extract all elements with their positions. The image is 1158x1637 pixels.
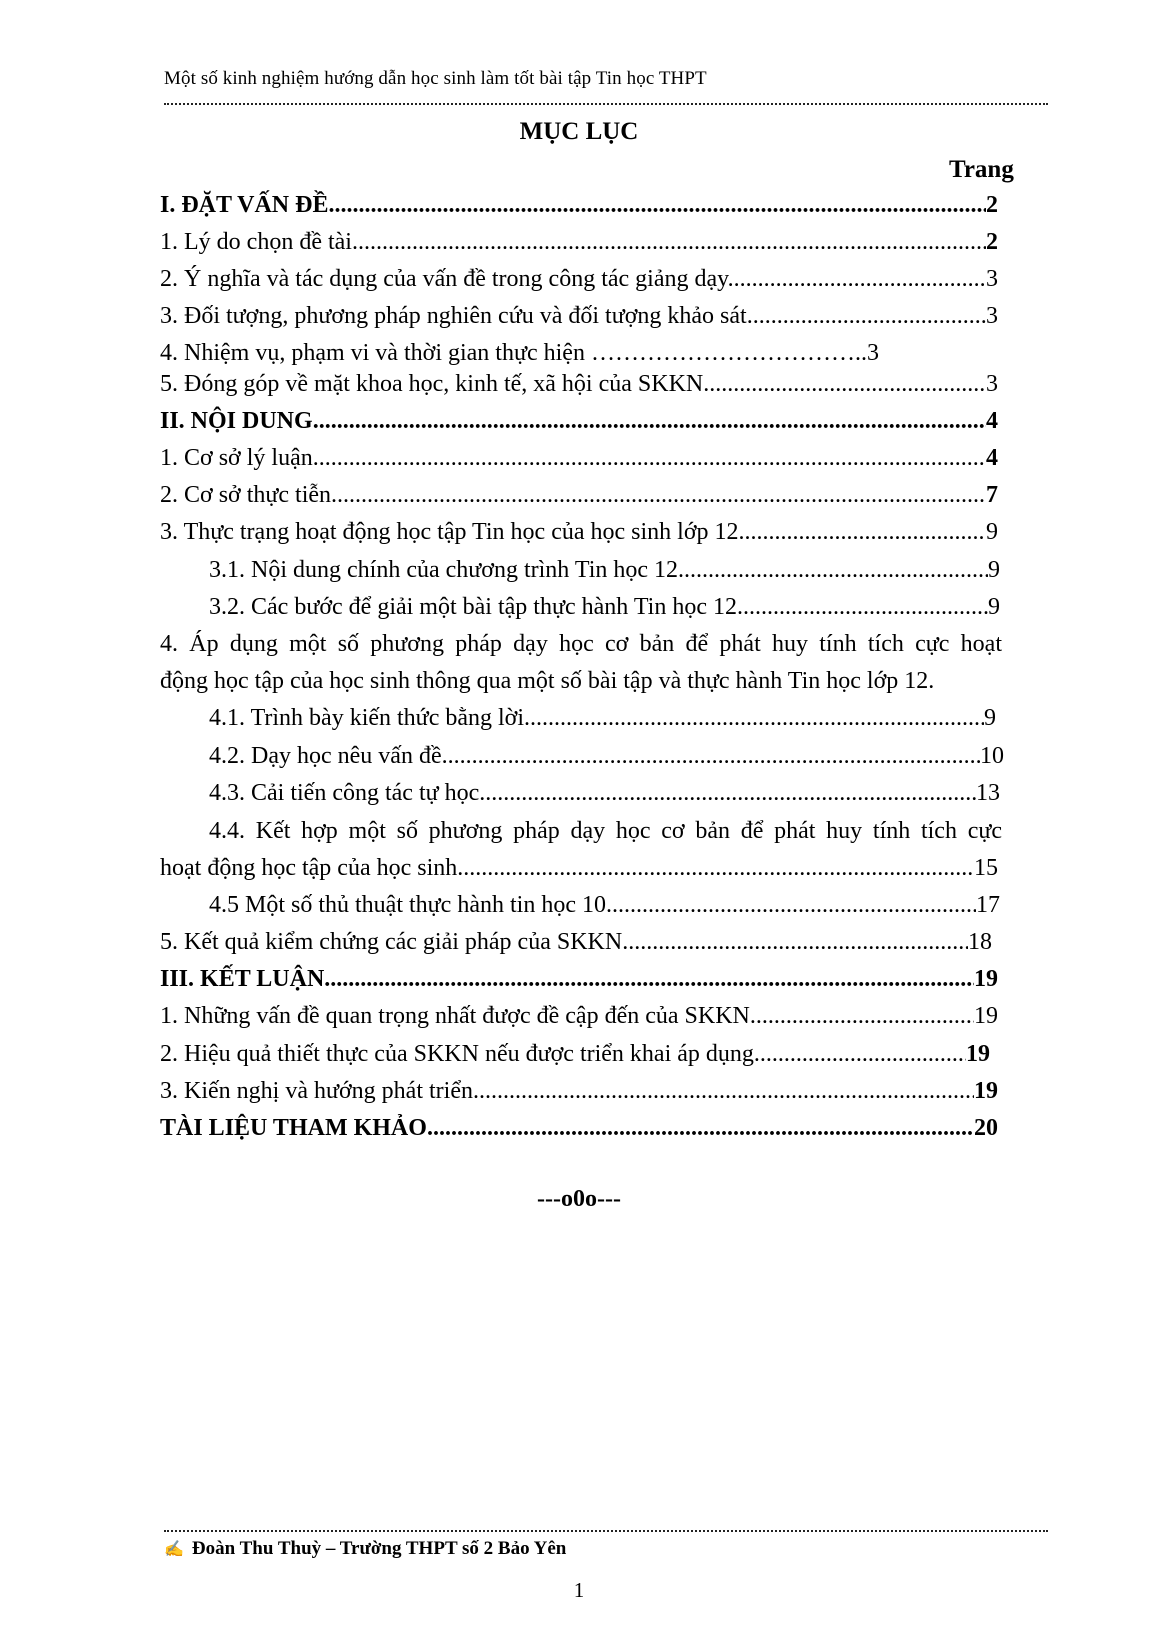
footer-author: Đoàn Thu Thuỳ – Trường THPT số 2 Bảo Yên (191, 1538, 567, 1559)
toc-entry-section-2[interactable]: II. NỘI DUNG ..... 4 (160, 406, 998, 436)
toc-subentry[interactable]: 4.5 Một số thủ thuật thực hành tin học 10 ..... 17 (209, 890, 1000, 920)
toc-entry-section-3[interactable]: III. KẾT LUẬN ..... 19 (160, 964, 998, 994)
toc-entry[interactable]: 5. Đóng góp về mặt khoa học, kinh tế, xã hội của SKKN ..... 3 (160, 369, 998, 399)
toc-subentry[interactable]: 3.2. Các bước để giải một bài tập thực hành Tin học 12 ..... 9 (209, 592, 1000, 622)
toc-subentry[interactable]: 4.2. Dạy học nêu vấn đề ..... 10 (209, 741, 1004, 771)
footer-divider (164, 1530, 1048, 1532)
toc-entry[interactable]: 1. Cơ sở lý luận. ..... 4 (160, 443, 998, 473)
toc-entry-multiline[interactable]: 4. Áp dụng một số phương pháp dạy học cơ bản để phát huy tính tích cực hoạt (160, 631, 1002, 657)
toc-entry[interactable]: 2. Cơ sở thực tiễn ..... 7 (160, 480, 998, 510)
page-number: 1 (573, 1578, 585, 1602)
toc-entry-section-1[interactable]: I. ĐẶT VẤN ĐỀ ..... 2 (160, 190, 998, 220)
toc-entry[interactable]: 4. Nhiệm vụ, phạm vi và thời gian thực hiện ……………………………..3 (160, 340, 879, 366)
running-footer (164, 1538, 566, 1560)
page-title: MỤC LỤC (519, 118, 639, 145)
toc-entry[interactable]: 3. Thực trạng hoạt động học tập Tin học của học sinh lớp 12 ..... 9 (160, 517, 998, 547)
end-mark: ---o0o--- (537, 1186, 621, 1212)
toc-entry[interactable]: 3. Đối tượng, phương pháp nghiên cứu và đối tượng khảo sát. ..... 3 (160, 301, 998, 331)
page-column-label: Trang (949, 156, 1014, 183)
toc-entry[interactable]: 2. Hiệu quả thiết thực của SKKN nếu được triển khai áp dụng ..... 19 (160, 1039, 990, 1069)
toc-entry-references[interactable]: TÀI LIỆU THAM KHẢO ..... 20 (160, 1113, 998, 1143)
running-header: Một số kinh nghiệm hướng dẫn học sinh làm tốt bài tập Tin học THPT (164, 68, 707, 89)
toc-entry[interactable]: 5. Kết quả kiểm chứng các giải pháp của SKKN ..... 18 (160, 927, 992, 957)
toc-entry[interactable]: 2. Ý nghĩa và tác dụng của vấn đề trong công tác giảng dạy. ..... 3 (160, 264, 998, 294)
toc-entry-multiline-continued[interactable]: động học tập của học sinh thông qua một số bài tập và thực hành Tin học lớp 12. (160, 668, 935, 694)
toc-subentry[interactable]: 4.3. Cải tiến công tác tự học ..... 13 (209, 778, 1000, 808)
toc-subentry[interactable]: 4.1. Trình bày kiến thức bằng lời ..... 9 (209, 703, 996, 733)
toc-subentry-multiline[interactable]: 4.4. Kết hợp một số phương pháp dạy học cơ bản để phát huy tính tích cực (209, 818, 1002, 844)
toc-subentry-continued[interactable]: hoạt động học tập của học sinh ..... 15 (160, 853, 998, 883)
toc-entry[interactable]: 3. Kiến nghị và hướng phát triển ..... 19 (160, 1076, 998, 1106)
toc-entry[interactable]: 1. Lý do chọn đề tài. ..... 2 (160, 227, 998, 257)
writing-hand-icon: ✍ (164, 1541, 184, 1558)
toc-entry[interactable]: 1. Những vấn đề quan trọng nhất được đề cập đến của SKKN ..... 19 (160, 1001, 998, 1031)
toc-subentry[interactable]: 3.1. Nội dung chính của chương trình Tin học 12 ..... 9 (209, 555, 1000, 585)
